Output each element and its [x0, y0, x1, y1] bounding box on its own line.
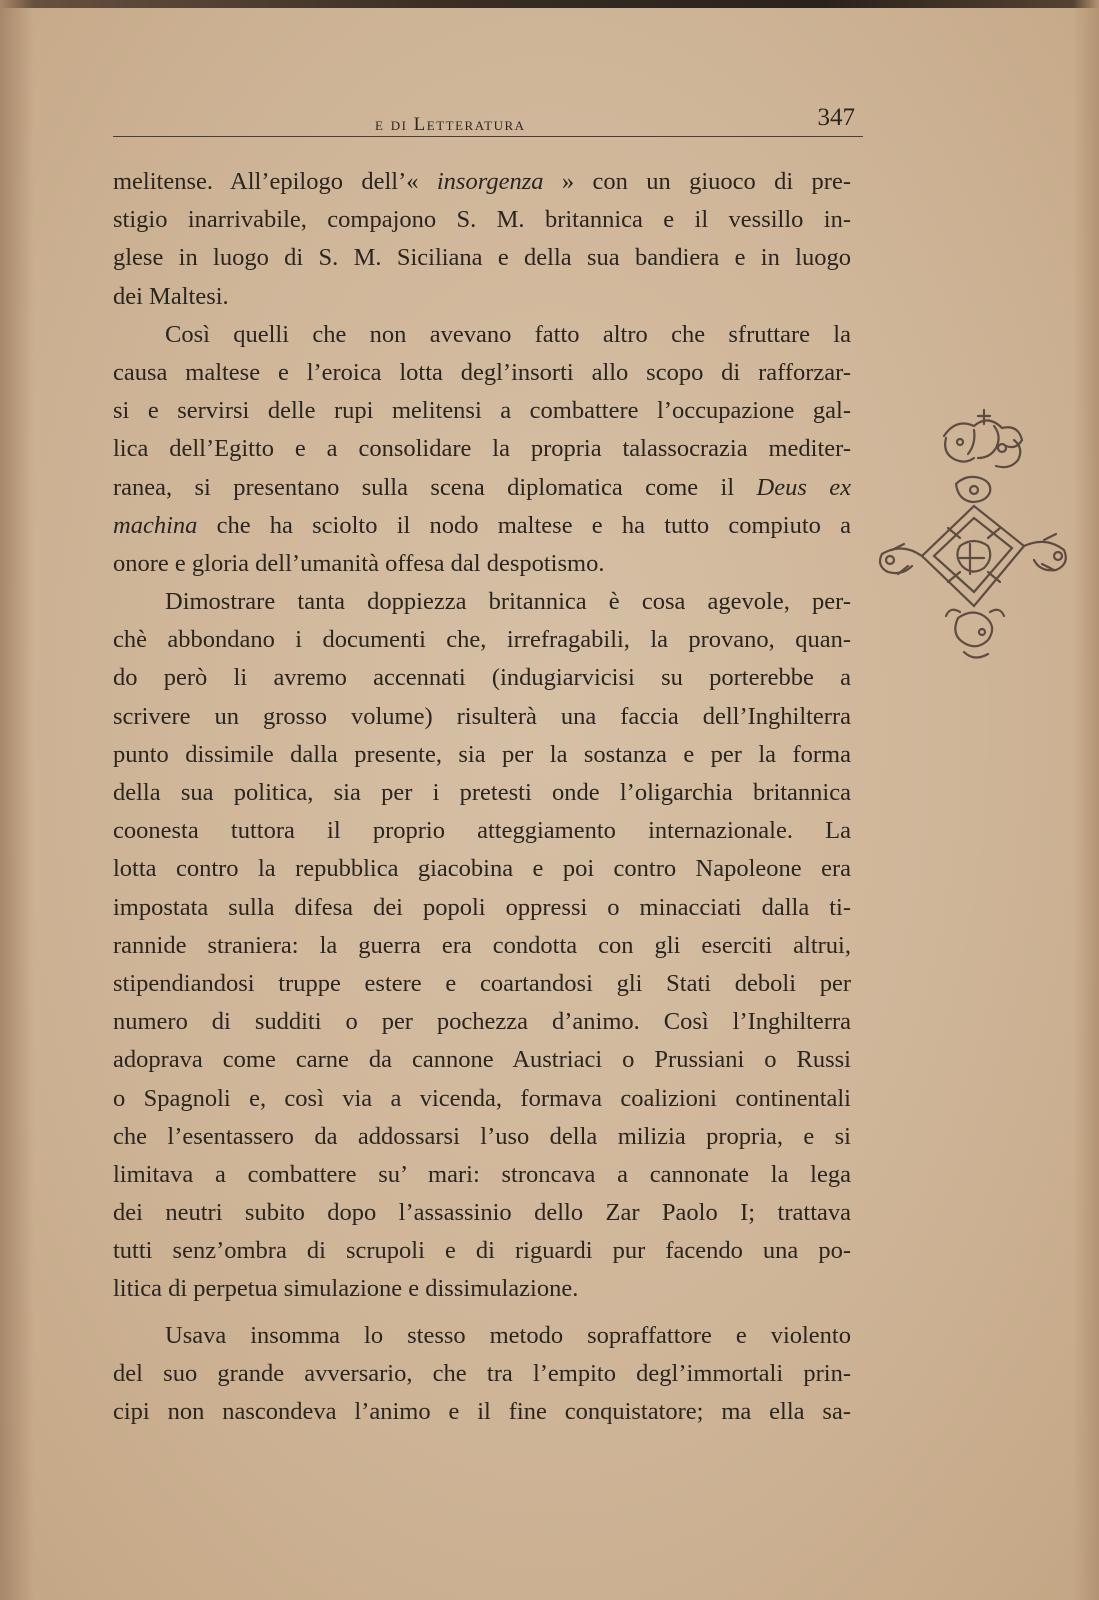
text-line: machina che ha sciolto il nodo maltese e ha tutto compiuto a [113, 511, 851, 539]
text-line: impostata sulla difesa dei popoli oppressi o minacciati dalla ti- [113, 893, 851, 921]
running-head: e di Letteratura [375, 114, 526, 135]
page-top-edge [0, 0, 1099, 8]
header-rule [113, 136, 863, 137]
page-left-shadow [0, 0, 34, 1600]
page-right-shadow [1073, 0, 1099, 1600]
text-line: o Spagnoli e, così via a vicenda, formava coalizioni continentali [113, 1084, 851, 1112]
text-line: chè abbondano i documenti che, irrefragabili, la provano, quan- [113, 626, 851, 654]
text-line: dei neutri subito dopo l’assassinio dello Zar Paolo I; trattava [113, 1199, 851, 1227]
italic-phrase: Deus ex [756, 473, 851, 501]
text-line: melitense. All’epilogo dell’« insorgenza » con un giuoco di pre- [113, 168, 851, 195]
text-line: scrivere un grosso volume) risulterà una faccia dell’Inghilterra [113, 702, 851, 730]
text-line: del suo grande avversario, che tra l’empito degl’immortali prin- [113, 1359, 851, 1387]
text-line: lica dell’Egitto e a consolidare la propria talassocrazia mediter- [113, 435, 851, 463]
text-line: litica di perpetua simulazione e dissimulazione. [113, 1275, 579, 1303]
text-line: adoprava come carne da cannone Austriaci o Prussiani o Russi [113, 1046, 851, 1074]
text-line: che l’esentassero da addossarsi l’uso della milizia propria, e si [113, 1122, 851, 1150]
text-line: della sua politica, sia per i pretesti onde l’oligarchia britannica [113, 779, 851, 806]
text-line: coonesta tuttora il proprio atteggiamento internazionale. La [113, 817, 851, 845]
text-line: stipendiandosi truppe estere e coartandosi gli Stati deboli per [113, 969, 851, 997]
library-ornamental-stamp-icon [874, 406, 1074, 676]
text-line: Usava insomma lo stesso metodo sopraffattore e violento [165, 1321, 851, 1349]
page-header [113, 104, 865, 134]
text-line: numero di sudditi o per pochezza d’animo. Così l’Inghilterra [113, 1008, 851, 1036]
italic-phrase: machina [113, 511, 198, 539]
body-text [113, 163, 851, 1431]
page-number: 347 [817, 104, 855, 131]
text-line: dei Maltesi. [113, 282, 229, 310]
text-line: punto dissimile dalla presente, sia per la sostanza e per la forma [113, 740, 851, 768]
text-line: limitava a combattere su’ mari: stroncava a cannonate la lega [113, 1160, 851, 1188]
text-line: cipi non nascondeva l’animo e il fine conquistatore; ma ella sa- [113, 1398, 851, 1425]
text-line: stigio inarrivabile, compajono S. M. britannica e il vessillo in- [113, 206, 851, 234]
text-line: Dimostrare tanta doppiezza britannica è cosa agevole, per- [165, 588, 851, 616]
text-line: onore e gloria dell’umanità offesa dal despotismo. [113, 549, 605, 577]
text-line: tutti senz’ombra di scrupoli e di riguardi pur facendo una po- [113, 1237, 851, 1265]
text-line: lotta contro la repubblica giacobina e poi contro Napoleone era [113, 855, 851, 883]
italic-phrase: insorgenza [436, 168, 544, 195]
text-line: si e servirsi delle rupi melitensi a combattere l’occupazione gal- [113, 397, 851, 425]
text-line: causa maltese e l’eroica lotta degl’insorti allo scopo di rafforzar- [113, 358, 851, 386]
text-line: do però li avremo accennati (indugiarvicisi su porterebbe a [113, 664, 851, 692]
text-line: Così quelli che non avevano fatto altro che sfruttare la [165, 320, 851, 348]
text-line: glese in luogo di S. M. Siciliana e della sua bandiera e in luogo [113, 244, 851, 272]
text-line: ranea, si presentano sulla scena diplomatica come il Deus ex [113, 473, 851, 501]
text-line: rannide straniera: la guerra era condotta con gli eserciti altrui, [113, 931, 851, 959]
